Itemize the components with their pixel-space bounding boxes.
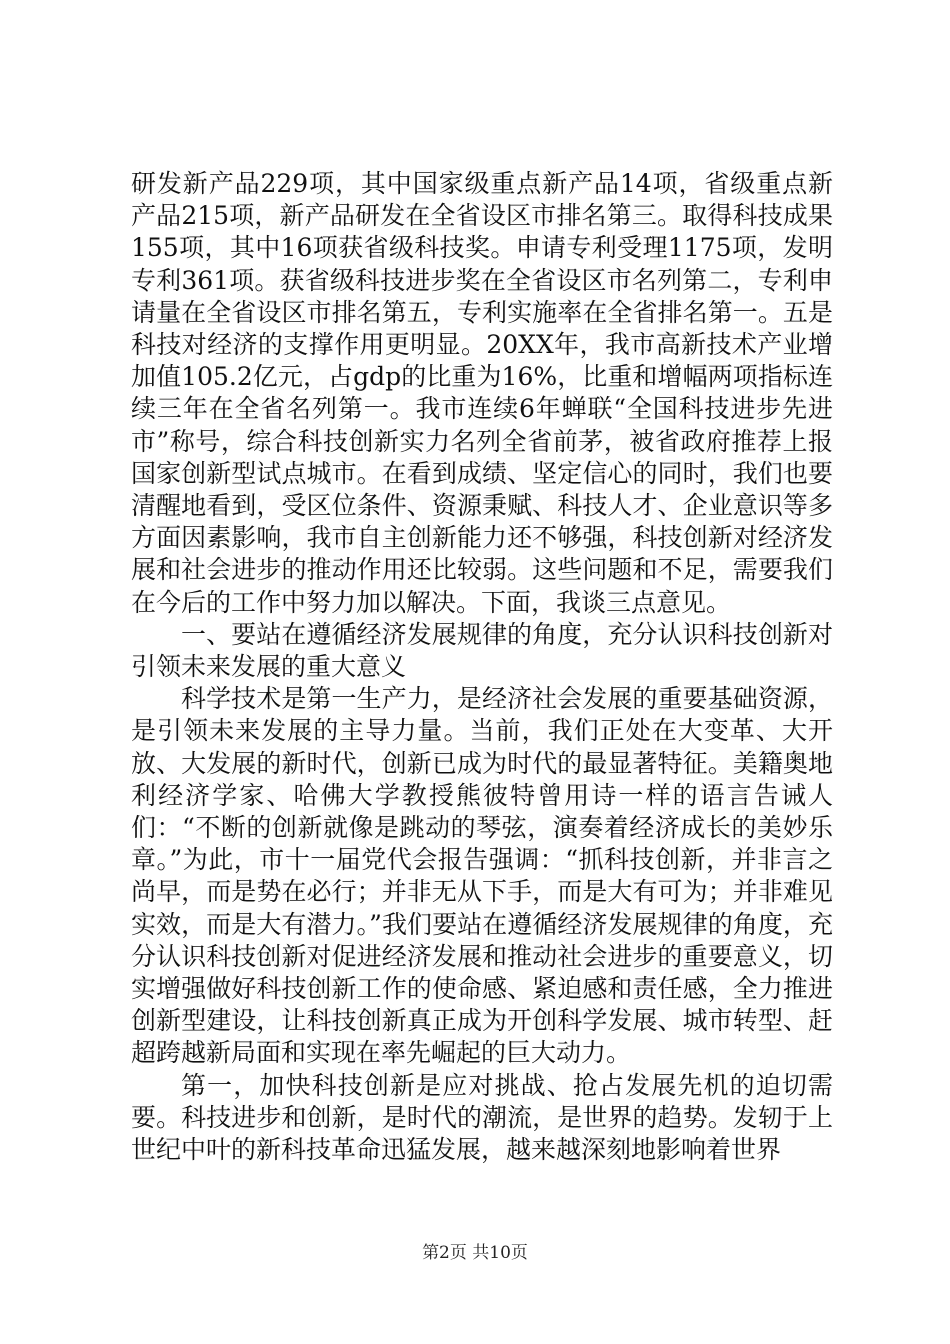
page-number-footer: 第2页 共10页 xyxy=(422,1243,528,1263)
paragraph-first-point: 第一，加快科技创新是应对挑战、抢占发展先机的迫切需要。科技进步和创新，是时代的潮流，是世界的趋势。发轫于上世纪中叶的新科技革命迅猛发展，越来越深刻地影响着世界 xyxy=(131,1070,833,1165)
paragraph-science-productivity: 科学技术是第一生产力，是经济社会发展的重要基础资源，是引领未来发展的主导力量。当前，我们正处在大变革、大开放、大发展的新时代，创新已成为时代的最显著特征。美籍奥地利经济学家、哈佛大学教授熊彼特曾用诗一样的语言告诫人们：“不断的创新就像是跳动的琴弦，演奏着经济成长的美妙乐章。”为此，市十一届党代会报告强调：“抓科技创新，并非言之尚早，而是势在必行；并非无从下手，而是大有可为；并非难见实效，而是大有潜力。”我们要站在遵循经济发展规律的角度，充分认识科技创新对促进经济发展和推动社会进步的重要意义，切实增强做好科技创新工作的使命感、紧迫感和责任感，全力推进创新型建设，让科技创新真正成为开创科学发展、城市转型、赶超跨越新局面和实现在率先崛起的巨大动力。 xyxy=(131,684,833,1068)
section-heading-one: 一、要站在遵循经济发展规律的角度，充分认识科技创新对引领未来发展的重大意义 xyxy=(131,619,833,682)
paragraph-achievements: 研发新产品229项，其中国家级重点新产品14项，省级重点新产品215项，新产品研发在全省设区市排名第三。取得科技成果155项，其中16项获省级科技奖。申请专利受理1175项，发明专利361项。获省级科技进步奖在全省设区市名列第二，专利申请量在全省设区市排名第五，专利实施率在全省排名第一。五是科技对经济的支撑作用更明显。20XX年，我市高新技术产业增加值105.2亿元，占gdp的比重为16%，比重和增幅两项指标连续三年在全省名列第一。我市连续6年蝉联“全国科技进步先进市”称号，综合科技创新实力名列全省前茅，被省政府推荐上报国家创新型试点城市。在看到成绩、坚定信心的同时，我们也要清醒地看到，受区位条件、资源秉赋、科技人才、企业意识等多方面因素影响，我市自主创新能力还不够强，科技创新对经济发展和社会进步的推动作用还比较弱。这些问题和不足，需要我们在今后的工作中努力加以解决。下面，我谈三点意见。 xyxy=(131,169,833,617)
document-body xyxy=(131,168,833,1166)
